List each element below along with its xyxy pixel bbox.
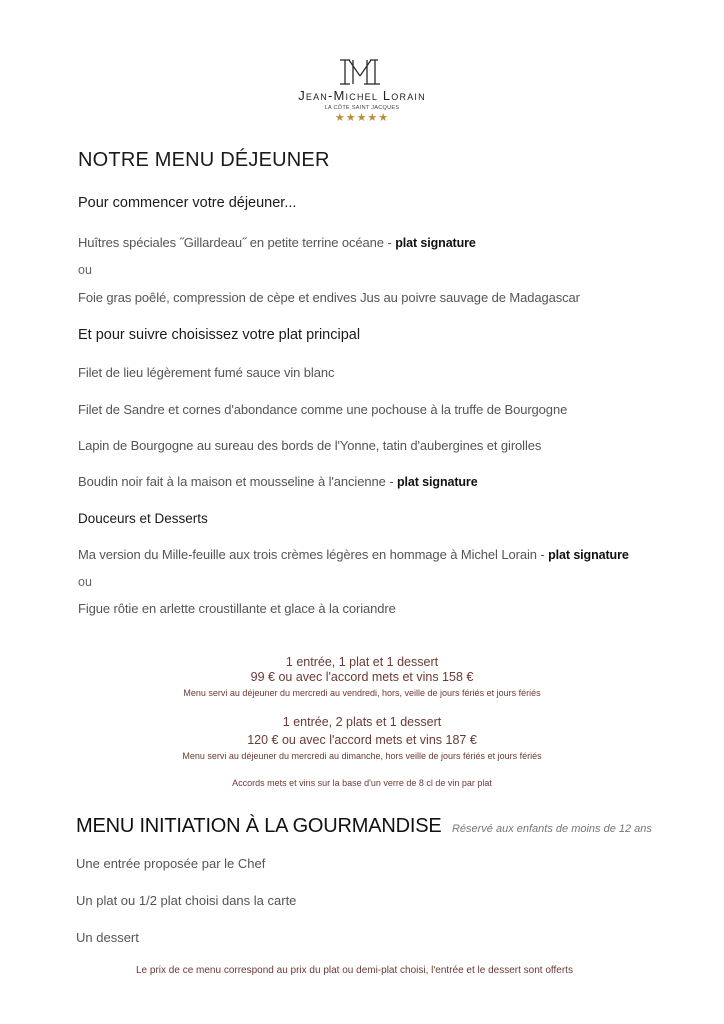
formula-2-price: 120 € ou avec l'accord mets et vins 187 € xyxy=(247,733,477,747)
starters-heading: Pour commencer votre déjeuner... xyxy=(78,195,297,211)
starter-item-text: Huîtres spéciales ˝Gillardeau˝ en petite terrine océane - xyxy=(78,235,396,250)
formula-2-composition: 1 entrée, 2 plats et 1 dessert xyxy=(282,715,442,729)
formula-2-note: Menu servi au déjeuner du mercredi au dimanche, hors veille de jours fériés et jours fériés xyxy=(182,751,542,761)
starter-item: Foie gras poêlé, compression de cèpe et endives Jus au poivre sauvage de Madagascar xyxy=(78,290,580,305)
brand-subtitle: LA CÔTE SAINT JACQUES xyxy=(324,105,400,111)
or-separator: ou xyxy=(78,575,92,589)
signature-badge: plat signature xyxy=(396,475,478,489)
kids-menu-title: MENU INITIATION À LA GOURMANDISE xyxy=(76,815,442,837)
main-item: Filet de lieu légèrement fumé sauce vin blanc xyxy=(78,365,335,380)
main-item xyxy=(78,474,478,489)
formula-1-price: 99 € ou avec l'accord mets et vins 158 € xyxy=(250,670,474,684)
mains-heading: Et pour suivre choisissez votre plat principal xyxy=(78,327,361,343)
dessert-item: Figue rôtie en arlette croustillante et glace à la coriandre xyxy=(78,601,396,616)
formula-1-composition: 1 entrée, 1 plat et 1 dessert xyxy=(285,655,439,669)
signature-badge: plat signature xyxy=(548,548,629,562)
kids-menu-item: Un plat ou 1/2 plat choisi dans la carte xyxy=(76,893,297,908)
kids-menu-item: Une entrée proposée par le Chef xyxy=(76,856,266,871)
brand-name: Jean-Michel Lorain xyxy=(298,88,426,103)
monogram-logo-icon xyxy=(338,56,382,86)
kids-menu-footer-note: Le prix de ce menu correspond au prix du plat ou demi-plat choisi, l'entrée et le dessert sont offerts xyxy=(136,965,573,976)
starter-item xyxy=(78,235,476,250)
main-item: Filet de Sandre et cornes d'abondance comme une pochouse à la truffe de Bourgogne xyxy=(78,402,568,417)
signature-badge: plat signature xyxy=(395,236,476,250)
main-item-text: Boudin noir fait à la maison et mousseline à l'ancienne - xyxy=(78,474,397,489)
star-rating-icon: ★★★★★ xyxy=(334,112,390,124)
kids-menu-item: Un dessert xyxy=(76,930,139,945)
desserts-heading: Douceurs et Desserts xyxy=(78,511,208,526)
dessert-item xyxy=(78,547,629,562)
kids-menu-subtitle: Réservé aux enfants de moins de 12 ans xyxy=(451,823,652,835)
lunch-menu-title: NOTRE MENU DÉJEUNER xyxy=(78,149,330,171)
or-separator: ou xyxy=(78,263,92,277)
wine-pairing-note: Accords mets et vins sur la base d'un verre de 8 cl de vin par plat xyxy=(232,778,492,788)
formula-1-note: Menu servi au déjeuner du mercredi au vendredi, hors, veille de jours fériés et jours fériés xyxy=(183,688,541,698)
dessert-item-text: Ma version du Mille-feuille aux trois crèmes légères en hommage à Michel Lorain - xyxy=(78,547,549,562)
main-item: Lapin de Bourgogne au sureau des bords de l'Yonne, tatin d'aubergines et girolles xyxy=(78,438,542,453)
kids-menu-header xyxy=(76,815,652,838)
